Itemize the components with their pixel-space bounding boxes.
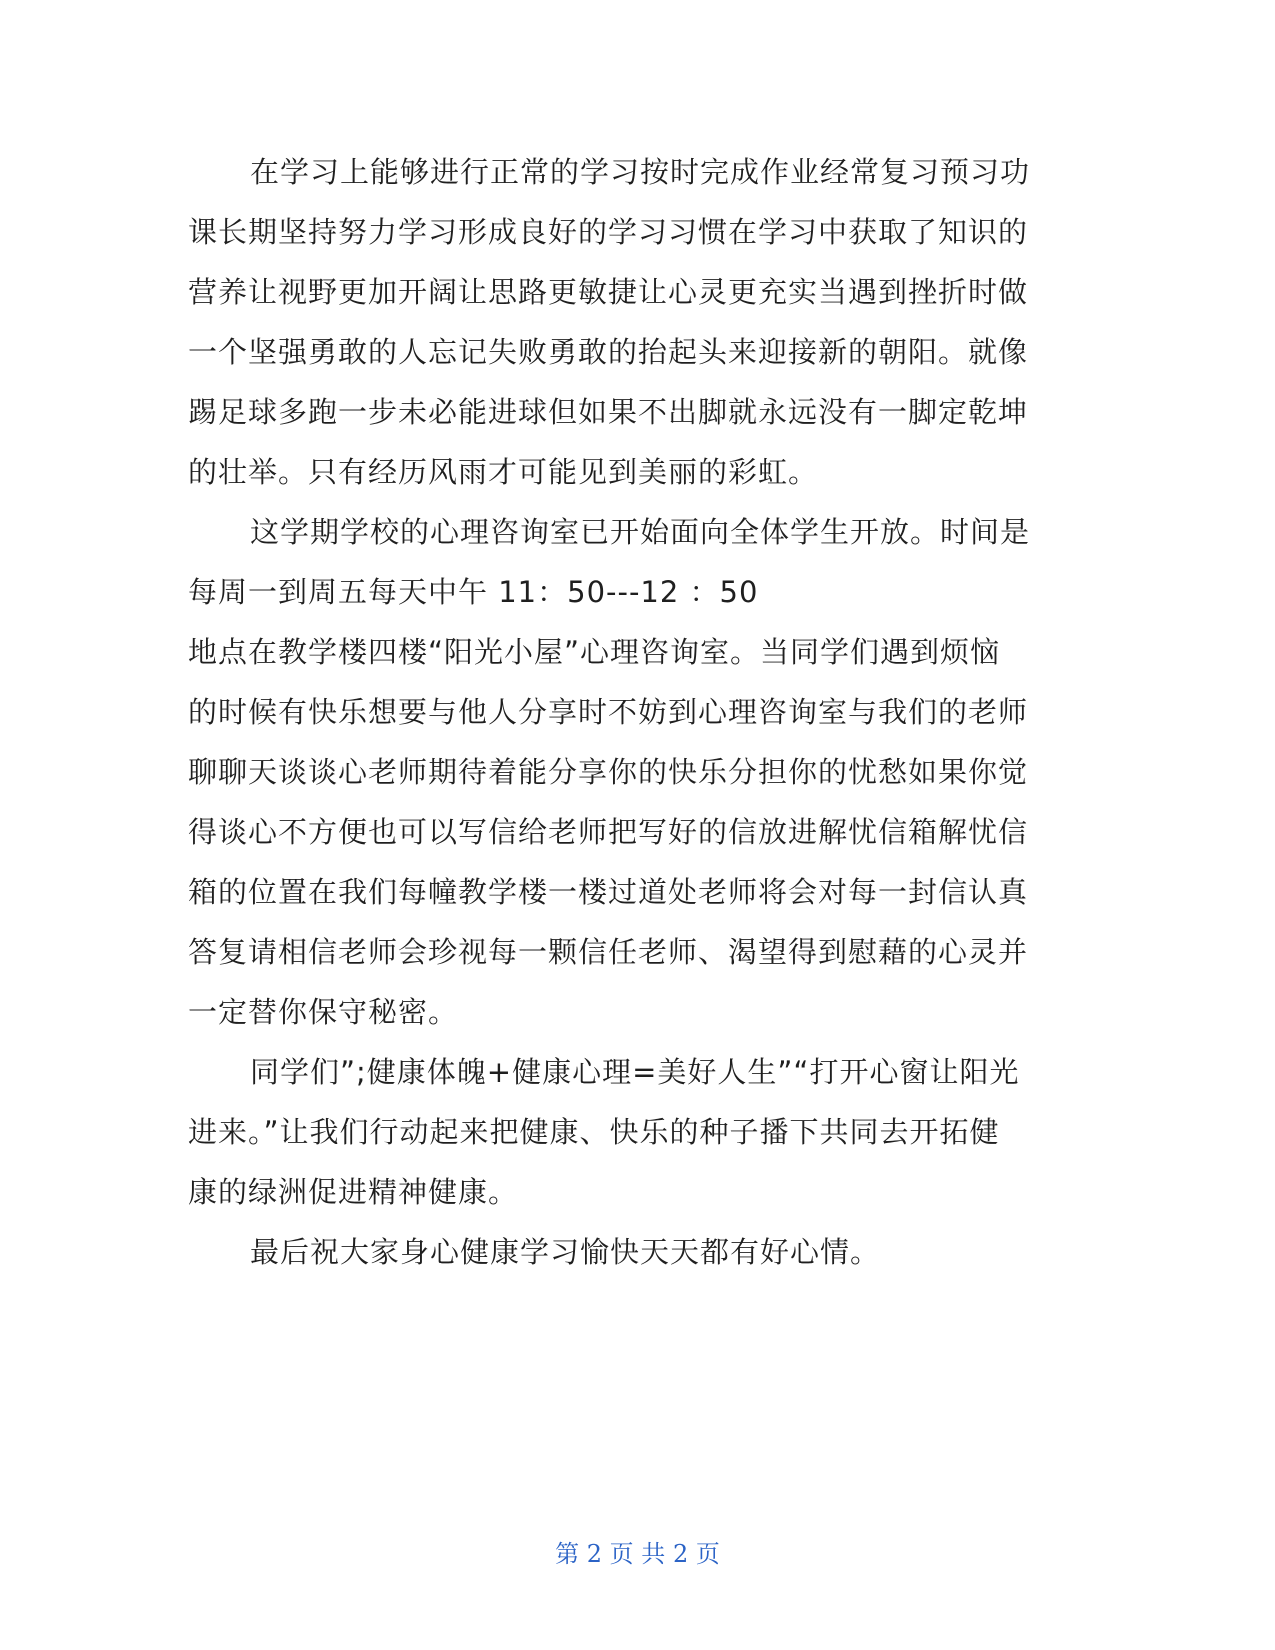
document-body [188,142,1060,1282]
text-line: 进来。”让我们行动起来把健康、快乐的种子播下共同去开拓健 [188,1115,1000,1149]
text-line: 这学期学校的心理咨询室已开始面向全体学生开放。时间是 [250,515,1031,549]
text-line: 康的绿洲促进精神健康。 [188,1175,519,1209]
text-line: 地点在教学楼四楼“阳光小屋”心理咨询室。当同学们遇到烦恼 [188,635,1001,669]
text-line: 的壮举。只有经历风雨才可能见到美丽的彩虹。 [188,455,819,489]
text-line: 聊聊天谈谈心老师期待着能分享你的快乐分担你的忧愁如果你觉 [188,755,1029,789]
text-line: 一定替你保守秘密。 [188,995,459,1029]
text-line: 营养让视野更加开阔让思路更敏捷让心灵更充实当遇到挫折时做 [188,275,1029,309]
text-line: 在学习上能够进行正常的学习按时完成作业经常复习预习功 [250,155,1031,189]
text-line: 答复请相信老师会珍视每一颗信任老师、渴望得到慰藉的心灵并 [188,935,1029,969]
text-line: 箱的位置在我们每幢教学楼一楼过道处老师将会对每一封信认真 [188,875,1029,909]
page-number-footer: 第 2 页 共 2 页 [555,1540,720,1568]
text-line: 一个坚强勇敢的人忘记失败勇敢的抬起头来迎接新的朝阳。就像 [188,335,1029,369]
text-line: 得谈心不方便也可以写信给老师把写好的信放进解忧信箱解忧信 [188,815,1029,849]
text-line: 踢足球多跑一步未必能进球但如果不出脚就永远没有一脚定乾坤 [188,395,1029,429]
text-line: 的时候有快乐想要与他人分享时不妨到心理咨询室与我们的老师 [188,695,1029,729]
text-line: 每周一到周五每天中午 11：50---12 ：50 [188,575,759,609]
text-line: 课长期坚持努力学习形成良好的学习习惯在学习中获取了知识的 [188,215,1029,249]
text-line: 同学们”;健康体魄+健康心理=美好人生”“打开心窗让阳光 [250,1055,1020,1089]
text-line: 最后祝大家身心健康学习愉快天天都有好心情。 [250,1235,881,1269]
